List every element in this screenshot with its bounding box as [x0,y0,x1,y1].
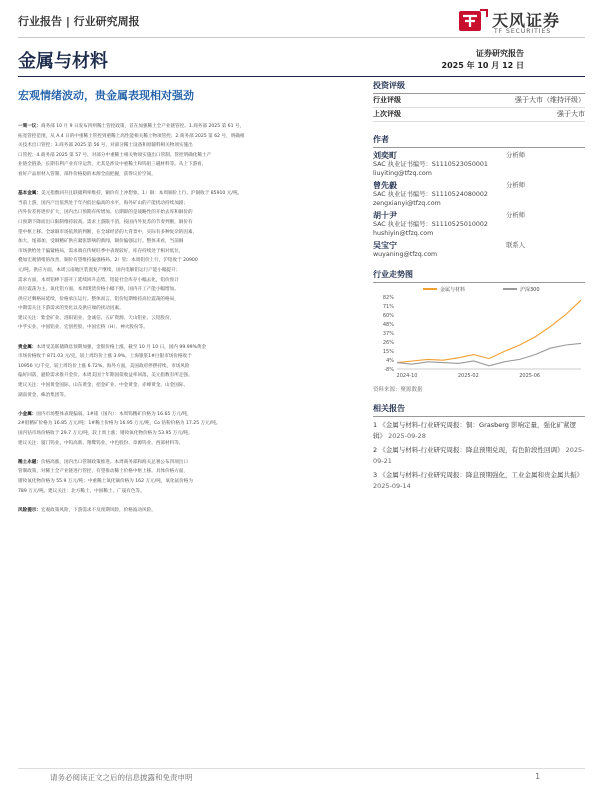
body-line: 市场价格收于 871.03 元/克，较上周均价上涨 3.9%，上海银浆1#白银市场价格收于 [18,354,192,360]
body-line: 建议关注：厦门钨业、中钨高新、翔鹭钨业、中色股份、章源钨业、西部材料等。 [18,440,184,446]
body-line: 稀土永磁：价格高涨，国内出口管制政策推进。本周商务部和海关总署公布四项出口 [18,459,188,465]
author-header [373,238,585,250]
report-body [18,122,358,525]
header-divider [18,37,585,38]
author-role: 分析师 [506,182,525,189]
footer-divider [18,768,585,769]
series-line [397,300,581,362]
logo-mark-icon [458,8,488,34]
trend-chart-svg [373,283,585,383]
author-entry [373,178,585,208]
body-line: 建议关注：中国黄金国际、山东黄金、招金矿业、中金黄金、赤峰黄金、山金国际、 [18,383,188,389]
body-line: 建议关注：紫金矿业、洛阳钼业、金诚信、五矿资源、天山铝业、云铝股份、 [18,315,175,321]
body-paragraph [18,189,358,333]
x-tick-label: 2025-02 [457,373,479,379]
body-line: 风险提示：宏观政策风险，下游需求不及预期风险，价格波动风险。 [18,507,156,513]
authors-title: 作者 [373,132,585,148]
paragraph-lead: 一周一议： [18,124,41,129]
y-tick-label: 48% [382,322,394,328]
author-email[interactable]: zengxianyi@tfzq.com [373,200,441,207]
body-line: 国内钴市场价格收于 29.7 万元/吨，较上周上涨；镨钕氧化物价格为 53.95 万元/吨。 [18,431,193,436]
y-tick-label: 15% [382,349,394,355]
rating-row-previous [373,108,585,122]
y-tick-label: -8% [384,367,394,373]
body-paragraph [18,122,358,180]
rating-key: 行业评级 [373,96,401,104]
body-line: 拓宽管控范围，从 A.4 日的中重稀土管控到重稀土高性能相关稀土物项管控；2.商务部 2025 第 62 号，明确相 [18,133,245,139]
related-report-link[interactable] [373,445,585,467]
body-line: 内外价差将逐步扩大，国内出口预期有所增加。后期即的是战略性的开始去库和铜价的 [18,210,193,216]
report-type: 证券研究报告 [476,49,524,58]
body-line: 加大，尾部加，受铜精矿供应紧张影响的新闻，铜价偏强运行。整体来看，当前铜 [18,239,184,245]
body-paragraph [18,343,358,401]
trend-title: 行业走势图 [373,267,585,283]
author-email[interactable]: hushiyin@tfzq.com [373,230,434,237]
author-license: SAC 执业证书编号：S1110524080002 [373,191,488,198]
y-tick-label: 71% [382,304,394,310]
body-line: 小金属：国内市场整体表现偏弱。1#锗（国内）：本周钨精矿价格为 16.65 万元/吨， [18,411,192,417]
body-line: 业链全链条，长期有利产业有序运营，尤其是涉及中重稀土和钨钼三磁材料等。从上下游看， [18,162,207,168]
author-name: 刘奕町 [373,151,397,160]
body-line: 高位震荡为主。氧化铝方面，本周现货价格小幅下跌，国内开工产能小幅增加。 [18,287,179,293]
body-line: 元/吨。供应方面，本周云南地区装置复产继续，国内电解铝运行产能小幅提升； [18,267,181,273]
rating-row-industry [373,94,585,108]
report-date: 2025 年 10 月 12 日 [441,61,524,70]
rating-key: 上次评级 [373,110,401,118]
body-line: 看好产品原材入管制，部件价格稳的本源全面把握，获得议价空间。 [18,171,156,177]
body-line: 789 万元/吨。建议关注：北方稀土、中国稀土、广晟有色等。 [18,488,145,494]
y-tick-label: 60% [382,313,394,319]
body-line: 关技术出口管控；3.商务部 2025 第 56 号，对部分稀土设备和原辅料相关物项实施出 [18,143,193,149]
related-report-title: 1 《金属与材料-行业研究周报：铜：Grasberg 影响定量，强化矿紧逻辑》 [373,421,577,440]
footer-disclaimer: 请务必阅读正文之后的信息披露和免责申明 [50,773,193,782]
author-name: 吴宝宁 [373,241,397,250]
author-entry [373,148,585,178]
y-tick-label: 37% [382,331,394,337]
body-line: 望中枢上移。全球铜市场依然的判断，在全球经济的大背景中，实际有多种复杂的因素， [18,229,198,235]
body-line: 一周一议：商务部 10 月 9 日发布四则稀土管控政策，首在加强稀土全产业链管控。1.商务部 2025 第 61 号， [18,124,245,129]
rating-section-title: 投资评级 [373,78,585,94]
related-report-title: 2 《金属与材料-行业研究周报：降息预期兑现，有色阶段性回调》 [373,446,566,454]
x-tick-label: 2025-06 [519,373,541,379]
trend-chart [373,283,585,383]
paragraph-lead: 小金属： [18,411,37,417]
body-line: 当前上游，国内产出依然处于年内低位偏高的水平，海外矿山的产能扰动持续加剧； [18,200,188,206]
body-line: 需求方面，本周铝棒下游开工延续回升态势，铝锭社会库存小幅去化，铝价预计 [18,277,179,283]
rating-value: 强于大市 [557,110,585,118]
author-header [373,148,585,160]
body-line: 市场供给处于偏紧格局，需求端在传统旺季中表现较好，库存持续处于相对低位， [18,248,184,254]
report-category: 行业报告 | 行业研究周报 [18,15,140,28]
author-name: 曾先毅 [373,181,397,190]
paragraph-lead: 风险提示： [18,507,41,513]
body-paragraph [18,506,358,516]
body-line: 湖南黄金、株冶集团等。 [18,392,69,398]
logo-text-cn: 天风证券 [492,11,561,30]
chart-source: 资料来源：聚源数据 [373,387,423,393]
body-line: 中期需关注下游需求的变化以及供应端的扰动因素。 [18,306,124,312]
paragraph-lead: 基本金属： [18,191,41,197]
paragraph-lead: 稀土永磁： [18,459,41,465]
author-license: SAC 执业证书编号：S1110523050001 [373,161,488,168]
author-email[interactable]: wuyaning@tfzq.com [373,251,438,258]
y-tick-label: 82% [382,295,394,301]
sidebar [373,78,585,492]
series-line [397,343,581,365]
paragraph-lead: 贵金属： [18,344,37,350]
author-header [373,208,585,220]
related-report-date: 2025-09-21 [373,446,585,465]
title-divider [18,76,585,77]
related-list [373,420,585,492]
author-list [373,148,585,259]
author-name: 胡十尹 [373,211,397,220]
body-paragraph [18,458,358,496]
x-tick-label: 2024-10 [396,373,418,379]
body-line: 口管控；4.商务部 2025 第 57 号，对部分中重稀土相关物项实施出口管制。管控明确化稀土产 [18,152,212,158]
body-line: 基本金属：美元指数回升且联储利率维持，铜价有上冲想象。1）铜：本周铜价上行，沪铜收于 85910 元/吨。 [18,191,243,197]
author-entry [373,208,585,238]
body-line: 镨钕氧化物价格为 55.9 万元/吨；中重稀土氧化镝价格为 162 万元/吨，氧化铽价格为 [18,478,193,484]
author-header [373,178,585,190]
y-tick-label: 26% [382,340,394,346]
body-line: 管制政策，对稀土全产业链进行管控，有望推动稀土价格中枢上移。具体价格方面， [18,469,188,475]
author-role: 联系人 [506,242,525,249]
related-report-date: 2025-09-14 [373,482,411,490]
author-entry [373,238,585,259]
author-license: SAC 执业证书编号：S1110525010002 [373,221,488,228]
related-report-title: 3 《金属与材料-行业研究周报：降息预期强化，工业金属和贵金属共振》 [373,471,584,479]
page-title: 金属与材料 [18,51,108,72]
logo-text-en: TF SECURITIES [494,28,552,35]
related-report-link[interactable] [373,420,585,442]
body-line: 口预期下降而出口限制维持较高。需求上游限不消，按国内外复苏的节奏判断，铜价有 [18,219,193,225]
body-line: 叠加宏观情绪的改善，铜价有望维持偏强格局。2）铝：本周铝价上行，沪铝收于 20900 [18,258,198,264]
y-tick-label: 4% [386,358,394,364]
rating-value: 强于大市（维持评级） [515,96,585,104]
report-subtitle: 宏观情绪波动，贵金属表现相对强劲 [18,89,194,102]
body-line: 偏好回落，避险需求推升金价。本周美国十年期国债收益率回落，美元指数有所走强。 [18,373,193,379]
body-line: 中孚实业、中国铝业、宏创控股、中国宏桥（H）、神火股份等。 [18,325,148,331]
body-line: 贵金属：本周受美联储降息预期加强，金银价格上涨。截至 10 月 10 日，国内 99.99%黄金 [18,344,207,350]
author-role: 分析师 [506,152,525,159]
company-logo [458,6,588,40]
related-title: 相关报告 [373,401,585,417]
author-role: 分析师 [506,212,525,219]
legend-label: 金属与材料 [440,287,466,293]
related-report-link[interactable] [373,470,585,492]
author-email[interactable]: liuyiting@tfzq.com [373,170,432,177]
body-line: 10956 元/千克，较上周均价上涨 6.72%。海外方面，美国政府停摆持续，市场风险 [18,363,190,369]
body-line: 供应过剩格局延续，价格承压运行。整体而言，铝价短期维持高位震荡的格局， [18,296,179,302]
legend-label: 沪深300 [520,287,540,293]
page-number: 1 [535,772,540,781]
related-report-date: 2025-09-28 [388,432,426,440]
body-paragraph [18,410,358,448]
body-line: 2#钼精矿价格为 16.85 万元/吨；1#稀土价格为 16.95 万元/吨，Co 钴粉价格为 17.25 万元/吨。 [18,421,221,427]
